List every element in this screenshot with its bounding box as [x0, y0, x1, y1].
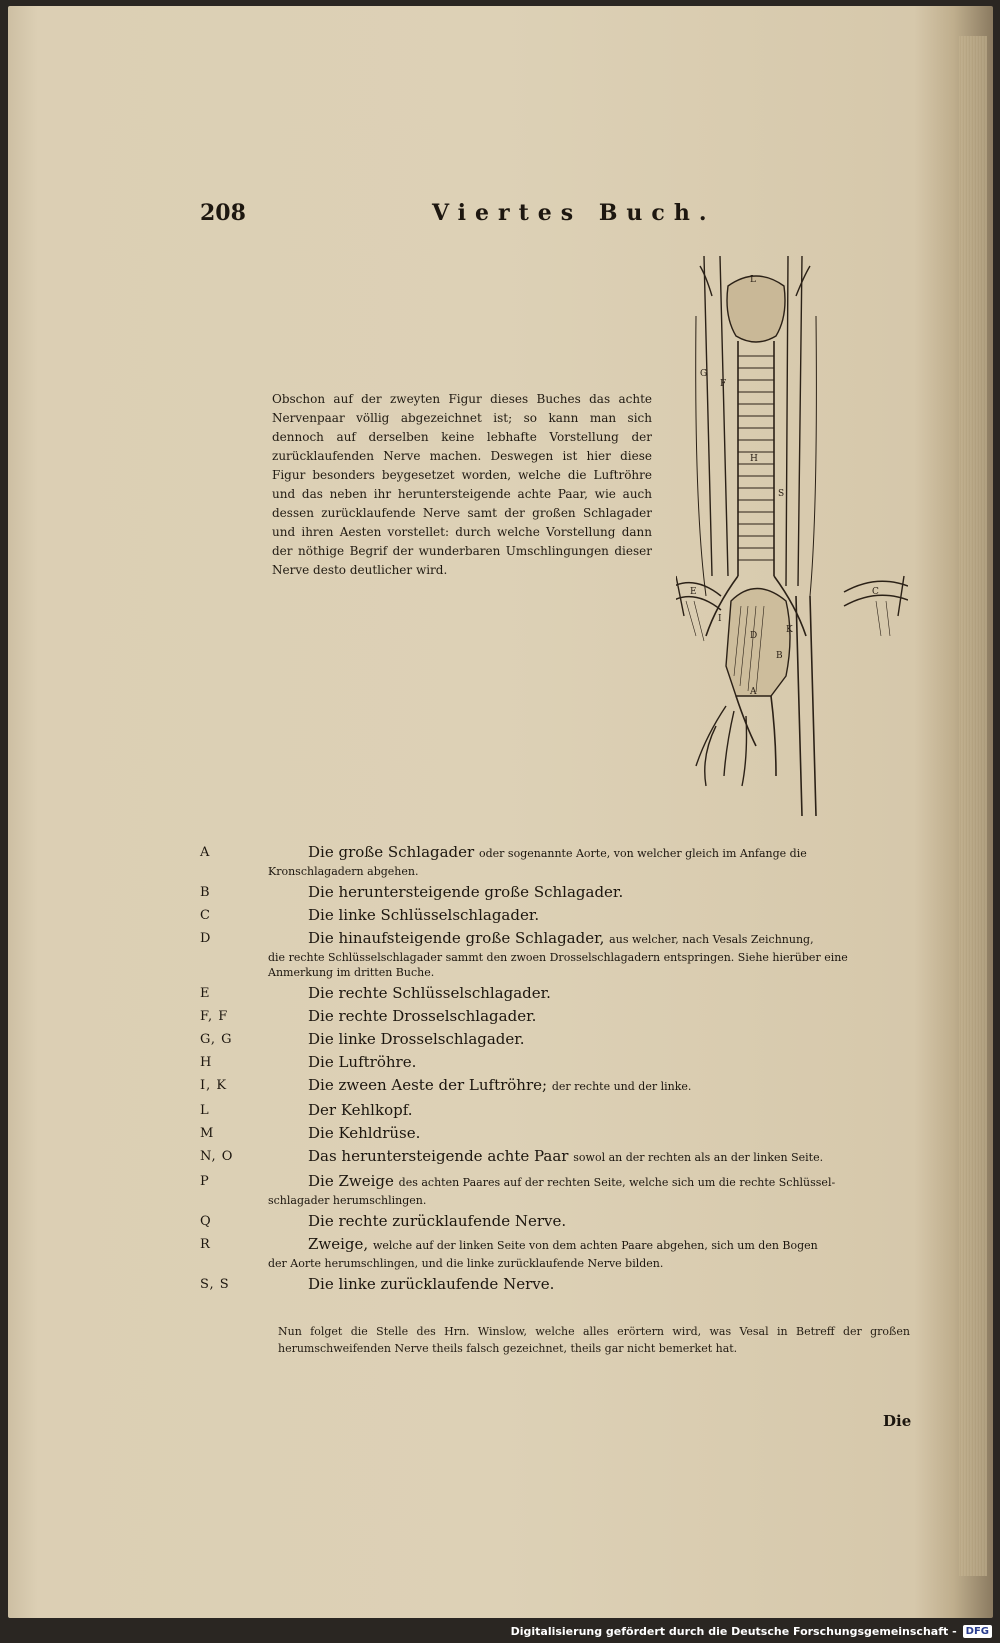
- legend-row: [200, 983, 910, 1003]
- legend-row: [200, 1075, 910, 1097]
- legend-row: [200, 1029, 910, 1049]
- legend-row: [200, 1146, 910, 1168]
- digitization-footer: [511, 1625, 992, 1638]
- legend-label: Die rechte Drosselschlagader.: [308, 1007, 537, 1025]
- legend-label: Die heruntersteigende große Schlagader.: [308, 883, 624, 901]
- dfg-logo: DFG: [963, 1625, 992, 1638]
- anatomical-figure: [676, 256, 908, 836]
- legend-row: [200, 1234, 910, 1271]
- legend-label: Die rechte zurücklaufende Nerve.: [308, 1212, 567, 1230]
- figure-letter-g: G: [700, 369, 708, 379]
- legend-text: [274, 882, 910, 902]
- legend-label: Die hinaufsteigende große Schlagader,: [308, 929, 605, 947]
- legend-small-text: sowol an der rechten als an der linken Seite.: [573, 1151, 824, 1164]
- legend-continuation: die rechte Schlüsselschlagader sammt den zwoen Drosselschlagadern entspringen. Siehe hierüber eine Anmerkung im dritten Buche.: [268, 951, 848, 979]
- legend-continuation: Kronschlagadern abgehen.: [268, 865, 419, 878]
- legend-continuation: schlagader herumschlingen.: [268, 1194, 427, 1207]
- legend-row: [200, 1006, 910, 1026]
- figure-letter-i: I: [718, 614, 722, 624]
- legend-key: E: [200, 986, 211, 1001]
- legend-key: B: [200, 885, 211, 900]
- legend-label: Die linke Schlüsselschlagader.: [308, 906, 540, 924]
- legend-small-text: des achten Paares auf der rechten Seite, welche sich um die rechte Schlüssel-: [398, 1176, 836, 1189]
- legend-key: H: [200, 1055, 213, 1070]
- page-number: 208: [200, 200, 246, 226]
- figure-letter-d: D: [750, 631, 758, 641]
- legend-text: [274, 1274, 910, 1294]
- legend-text: [274, 1100, 910, 1120]
- legend-row: [200, 928, 910, 980]
- legend-label: Die linke Drosselschlagader.: [308, 1030, 525, 1048]
- legend-row: [200, 1211, 910, 1231]
- legend-text: [274, 1123, 910, 1143]
- intro-paragraph: Obschon auf der zweyten Figur dieses Buches das achte Nervenpaar völlig abgezeichnet ist; so kann man sich dennoch auf derselben keine lebhafte Vorstellung der zurücklaufenden Nerve machen. Deswegen ist hier diese Figur besonders beygesetzet worden, welche die Luftröhre und das neben ihr heruntersteigende achte Paar, wie auch dessen zurücklaufende Nerve samt der großen Schlagader und ihren Aesten vorstellet: durch welche Vorstellung dann der nöthige Begrif der wunderbaren Umschlingungen dieser Nerve desto deutlicher wird.: [272, 392, 652, 577]
- catchword: Die: [883, 1412, 912, 1430]
- legend-label: Der Kehlkopf.: [308, 1101, 413, 1119]
- legend-row: [200, 1274, 910, 1294]
- figure-letter-s: S: [778, 489, 785, 499]
- legend-text: [268, 1234, 910, 1271]
- legend-key: Q: [200, 1214, 212, 1229]
- figure-letter-c: C: [872, 587, 879, 597]
- legend-label: Die zween Aeste der Luftröhre;: [308, 1076, 548, 1094]
- legend-text: [274, 983, 910, 1003]
- legend-label: Die Zweige: [308, 1172, 394, 1190]
- legend-label: Die rechte Schlüsselschlagader.: [308, 984, 551, 1002]
- legend-text: [268, 1171, 910, 1208]
- legend-continuation: der Aorte herumschlingen, und die linke zurücklaufende Nerve bilden.: [268, 1257, 664, 1270]
- legend-small-text: welche auf der linken Seite von dem achten Paare abgehen, sich um den Bogen: [372, 1239, 818, 1252]
- legend-text: [268, 928, 910, 980]
- legend-key: R: [200, 1237, 211, 1252]
- legend-row: [200, 842, 910, 879]
- figure-letter-b: B: [776, 651, 783, 661]
- legend-small-text: oder sogenannte Aorte, von welcher gleich im Anfange die: [479, 847, 807, 860]
- legend-row: [200, 1100, 910, 1120]
- legend-text: [274, 1052, 910, 1072]
- legend-key: C: [200, 908, 211, 923]
- legend-key: N, O: [200, 1149, 234, 1164]
- legend-small-text: der rechte und der linke.: [551, 1080, 692, 1093]
- legend-text: [274, 1146, 910, 1168]
- page-edge-shadow: [959, 36, 987, 1576]
- legend-key: G, G: [200, 1032, 233, 1047]
- legend-row: [200, 905, 910, 925]
- legend-label: Zweige,: [308, 1235, 369, 1253]
- legend-label: Die große Schlagader: [308, 843, 475, 861]
- figure-letter-f: F: [720, 379, 727, 389]
- legend-text: [274, 1029, 910, 1049]
- legend-row: [200, 1171, 910, 1208]
- running-title: Viertes Buch.: [432, 200, 716, 226]
- figure-legend: [200, 842, 910, 1297]
- figure-letter-a: A: [750, 687, 757, 697]
- legend-key: L: [200, 1103, 210, 1118]
- legend-text: [274, 1006, 910, 1026]
- legend-text: [274, 905, 910, 925]
- closing-paragraph: Nun folget die Stelle des Hrn. Winslow, welche alles erörtern wird, was Vesal in Betreff der großen herumschweifenden Nerve theils falsch gezeichnet, theils gar nicht bemerket hat.: [278, 1325, 910, 1355]
- figure-letter-k: K: [786, 625, 793, 635]
- legend-label: Die Kehldrüse.: [308, 1124, 421, 1142]
- figure-letter-h: H: [750, 454, 758, 464]
- legend-key: A: [200, 845, 211, 860]
- legend-key: M: [200, 1126, 215, 1141]
- figure-letter-l: L: [750, 275, 756, 285]
- legend-key: D: [200, 931, 212, 946]
- legend-key: F, F: [200, 1009, 229, 1024]
- legend-small-text: aus welcher, nach Vesals Zeichnung,: [609, 933, 814, 946]
- legend-text: [274, 1075, 910, 1097]
- footer-credit: Digitalisierung gefördert durch die Deutsche Forschungsgemeinschaft -: [510, 1625, 957, 1638]
- legend-key: I, K: [200, 1078, 228, 1093]
- legend-row: [200, 1123, 910, 1143]
- figure-letter-e: E: [690, 587, 697, 597]
- legend-row: [200, 1052, 910, 1072]
- legend-row: [200, 882, 910, 902]
- legend-label: Das heruntersteigende achte Paar: [308, 1147, 569, 1165]
- legend-text: [274, 1211, 910, 1231]
- legend-key: P: [200, 1174, 210, 1189]
- legend-text: [268, 842, 910, 879]
- legend-label: Die linke zurücklaufende Nerve.: [308, 1275, 555, 1293]
- legend-label: Die Luftröhre.: [308, 1053, 417, 1071]
- legend-key: S, S: [200, 1277, 230, 1292]
